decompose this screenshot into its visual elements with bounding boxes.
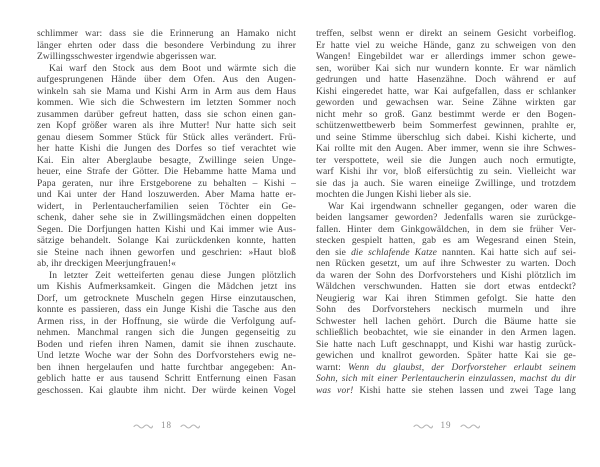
text-line: ben ihnen hergelaufen und hatte furchtbar angegeben: An-: [37, 362, 296, 373]
text-line: sätzige behandelt. Solange Kai zurückdenken konnte, hatten: [37, 236, 296, 246]
text-line: warnt: Wenn du glaubst, der Dorfvorsteher erlaubt seinem: [316, 362, 576, 373]
text-line: konnte es passieren, dass ein Junge Kishi die Tasche aus den: [37, 305, 296, 315]
text-line: schützenwettbewerb beim Sommerfest gewinnen, prahlte er,: [316, 121, 576, 131]
text-line: heuer, eine Strafe der Götter. Die Hebamme hatte Mama und: [37, 167, 296, 177]
text-line: und seine Stimme überschlug sich dabei. Kishi kicherte, und: [316, 132, 576, 143]
text-line: länger ehrten oder dass die besondere Verbindung zu ihrer: [37, 40, 296, 51]
text-line: fallen. Hinter dem Ginkgowäldchen, in dem sie früher Ver-: [316, 224, 576, 235]
text-line: schlimmer war: dass sie die Erinnerung an Hamako nicht: [37, 29, 296, 39]
page-footer: [316, 420, 576, 430]
text-line: Dorf, um getrocknete Muscheln gegen Hirse einzutauschen,: [37, 293, 296, 304]
text-line: In letzter Zeit wetteiferten genau diese Jungen plötzlich: [49, 270, 296, 281]
text-line: nicht mehr so groß. Ganz bestimmt werde er den Bogen-: [316, 109, 576, 120]
text-line: nehmen. Manchmal rangen sich die Jungen gegenseitig zu: [37, 328, 296, 338]
text-line: Segen. Die Dorfjungen hatten Kishi und Kai immer wie Aus-: [37, 224, 296, 235]
wave-ornament-icon: [460, 422, 480, 429]
page-number: 19: [440, 420, 452, 430]
text-line: Zwillingsschwester irgendwie abgerissen war.: [37, 52, 217, 62]
text-line: schenk, daher sehe sie in Zwillingsmädchen einen doppelten: [37, 213, 296, 223]
text-line: Sohn des Dorfvorstehers neckisch murmeln und ihre: [316, 305, 576, 315]
text-line: geworden und gewachsen war. Seine Zähne wirkten gar: [316, 98, 576, 108]
page-number: 18: [161, 420, 172, 430]
text-line: sen, worüber Kai sich nur wundern konnte. Er war nämlich: [316, 63, 576, 74]
text-line: Er hatte viel zu weiche Hände, ganz zu schweigen von den: [316, 40, 576, 51]
text-line: sie das ja auch. Sie waren eineiige Zwillinge, und trotzdem: [316, 178, 576, 189]
text-line: nen Rücken gesetzt, um auf ihre Schwester zu warten. Doch: [316, 259, 576, 269]
text-line: gedrungen und hatte Hasenzähne. Doch während er auf: [316, 75, 576, 85]
page-left: [37, 29, 296, 449]
text-line: Wäldchen verschwunden. Hatten sie dort etwas entdeckt?: [316, 282, 576, 292]
text-line: War Kai irgendwann schneller gegangen, oder waren die: [328, 201, 576, 212]
text-line: Neugierig war Kai ihren Stimmen gefolgt. Sie hatte den: [316, 293, 576, 304]
text-line: um Kishis Aufmerksamkeit. Gingen die Mädchen jetzt ins: [37, 282, 296, 292]
text-line: Boden und riefen ihren Namen, damit sie ihnen zuschaute.: [37, 339, 296, 350]
text-line: Kishi eingeredet hatte, war Kai aufgefallen, dass er schlanker: [316, 86, 576, 97]
text-line: genau diesem Sommer Stück für Stück alles verändert. Frü-: [37, 132, 296, 143]
text-line: Sohn, sich mit einer Perlentaucherin einzulassen, machst du dir: [316, 374, 576, 384]
page-text: [37, 29, 296, 397]
text-line: widert, in Perlentaucherfamilien seien Töchter ein Ge-: [37, 201, 296, 212]
text-line: gewichen und knallrot geworden. Später hatte Kai sie ge-: [316, 351, 576, 361]
page-footer: [37, 420, 296, 430]
text-line: her hatte Kishi die Jungen des Dorfes so tief verachtet wie: [37, 144, 296, 154]
text-line: Kai. Ein alter Aberglaube besagte, Zwillinge seien Unge-: [37, 155, 296, 166]
text-line: winkeln sah sie Mama und Kishi Arm in Arm aus dem Haus: [37, 86, 296, 97]
text-line: geblich hatte er aus tausend Schritt Entfernung einen Fasan: [37, 374, 296, 384]
text-line: ter verspottete, weil sie die Jungen auch noch ermutigte,: [316, 155, 576, 166]
text-line: schließlich beobachtet, wie sie einander in den Armen lagen.: [316, 328, 576, 338]
text-line: aufgesprungenen Hände über dem Ofen. Aus den Augen-: [37, 75, 296, 85]
wave-ornament-icon: [180, 422, 200, 429]
text-line: Armen riss, in der Hoffnung, sie würde die Verfolgung auf-: [37, 316, 296, 327]
text-line: den sie die schlafende Katze nannten. Kai hatte sich auf sei-: [316, 247, 576, 258]
text-line: und Kai unter der Hand loszuwerden. Aber Mama hatte er-: [37, 190, 296, 200]
wave-ornament-icon: [133, 422, 153, 429]
text-line: Kai warf den Stock aus dem Boot und wärmte sich die: [49, 63, 296, 74]
text-line: treffen, selbst wenn er direkt an seinem Gesicht vorbeiflog.: [316, 29, 576, 39]
text-line: Sie hatte nach Luft geschnappt, und Kishi war hastig zurück-: [316, 339, 576, 350]
text-line: stecken gespielt hatten, gab es am Wegesrand einen Stein,: [316, 236, 576, 246]
page-text: [316, 29, 576, 397]
text-line: was vor! Kishi hatte sie stehen lassen und zwei Tage lang: [316, 385, 576, 396]
text-line: Wangen! Eingebildet war er allerdings immer schon gewe-: [316, 52, 576, 62]
text-line: mochten die Jungen Kishi lieber als sie.: [316, 190, 472, 200]
page-right: [316, 29, 576, 449]
text-line: zusammen darüber gefreut hatten, dass sie schon einen gan-: [37, 109, 296, 120]
text-line: warf Kishi ihr vor, bloß eifersüchtig zu sein. Vielleicht war: [316, 167, 576, 177]
text-line: Schwester hell lachen gehört. Durch die Bäume hatte sie: [316, 316, 576, 327]
text-line: zen Kopf größer waren als ihre Mutter! Nur hatte sich seit: [37, 121, 296, 131]
text-line: Kai rollte mit den Augen. Aber immer, wenn sie ihre Schwes-: [316, 144, 576, 154]
text-line: da waren der Sohn des Dorfvorstehers und Kishi plötzlich im: [316, 270, 576, 281]
text-line: sie Steine nach ihnen geworfen und geschrien: »Haut bloß: [37, 247, 296, 258]
text-line: kommen. Wie sich die Schwestern im letzten Sommer noch: [37, 98, 296, 108]
text-line: geschossen. Kai glaubte ihm nicht. Der würde keinen Vogel: [37, 385, 296, 396]
text-line: Papa geraten, nur ihre Erstgeborene zu behalten – Kishi –: [37, 178, 296, 189]
text-line: beiden langsamer geworden? Jedenfalls waren sie zurückge-: [316, 213, 576, 223]
text-line: ab, ihr dreckigen Meerjungfrauen!«: [37, 259, 176, 269]
text-line: Und letzte Woche war der Sohn des Dorfvorstehers ewig ne-: [37, 351, 296, 361]
wave-ornament-icon: [413, 422, 433, 429]
